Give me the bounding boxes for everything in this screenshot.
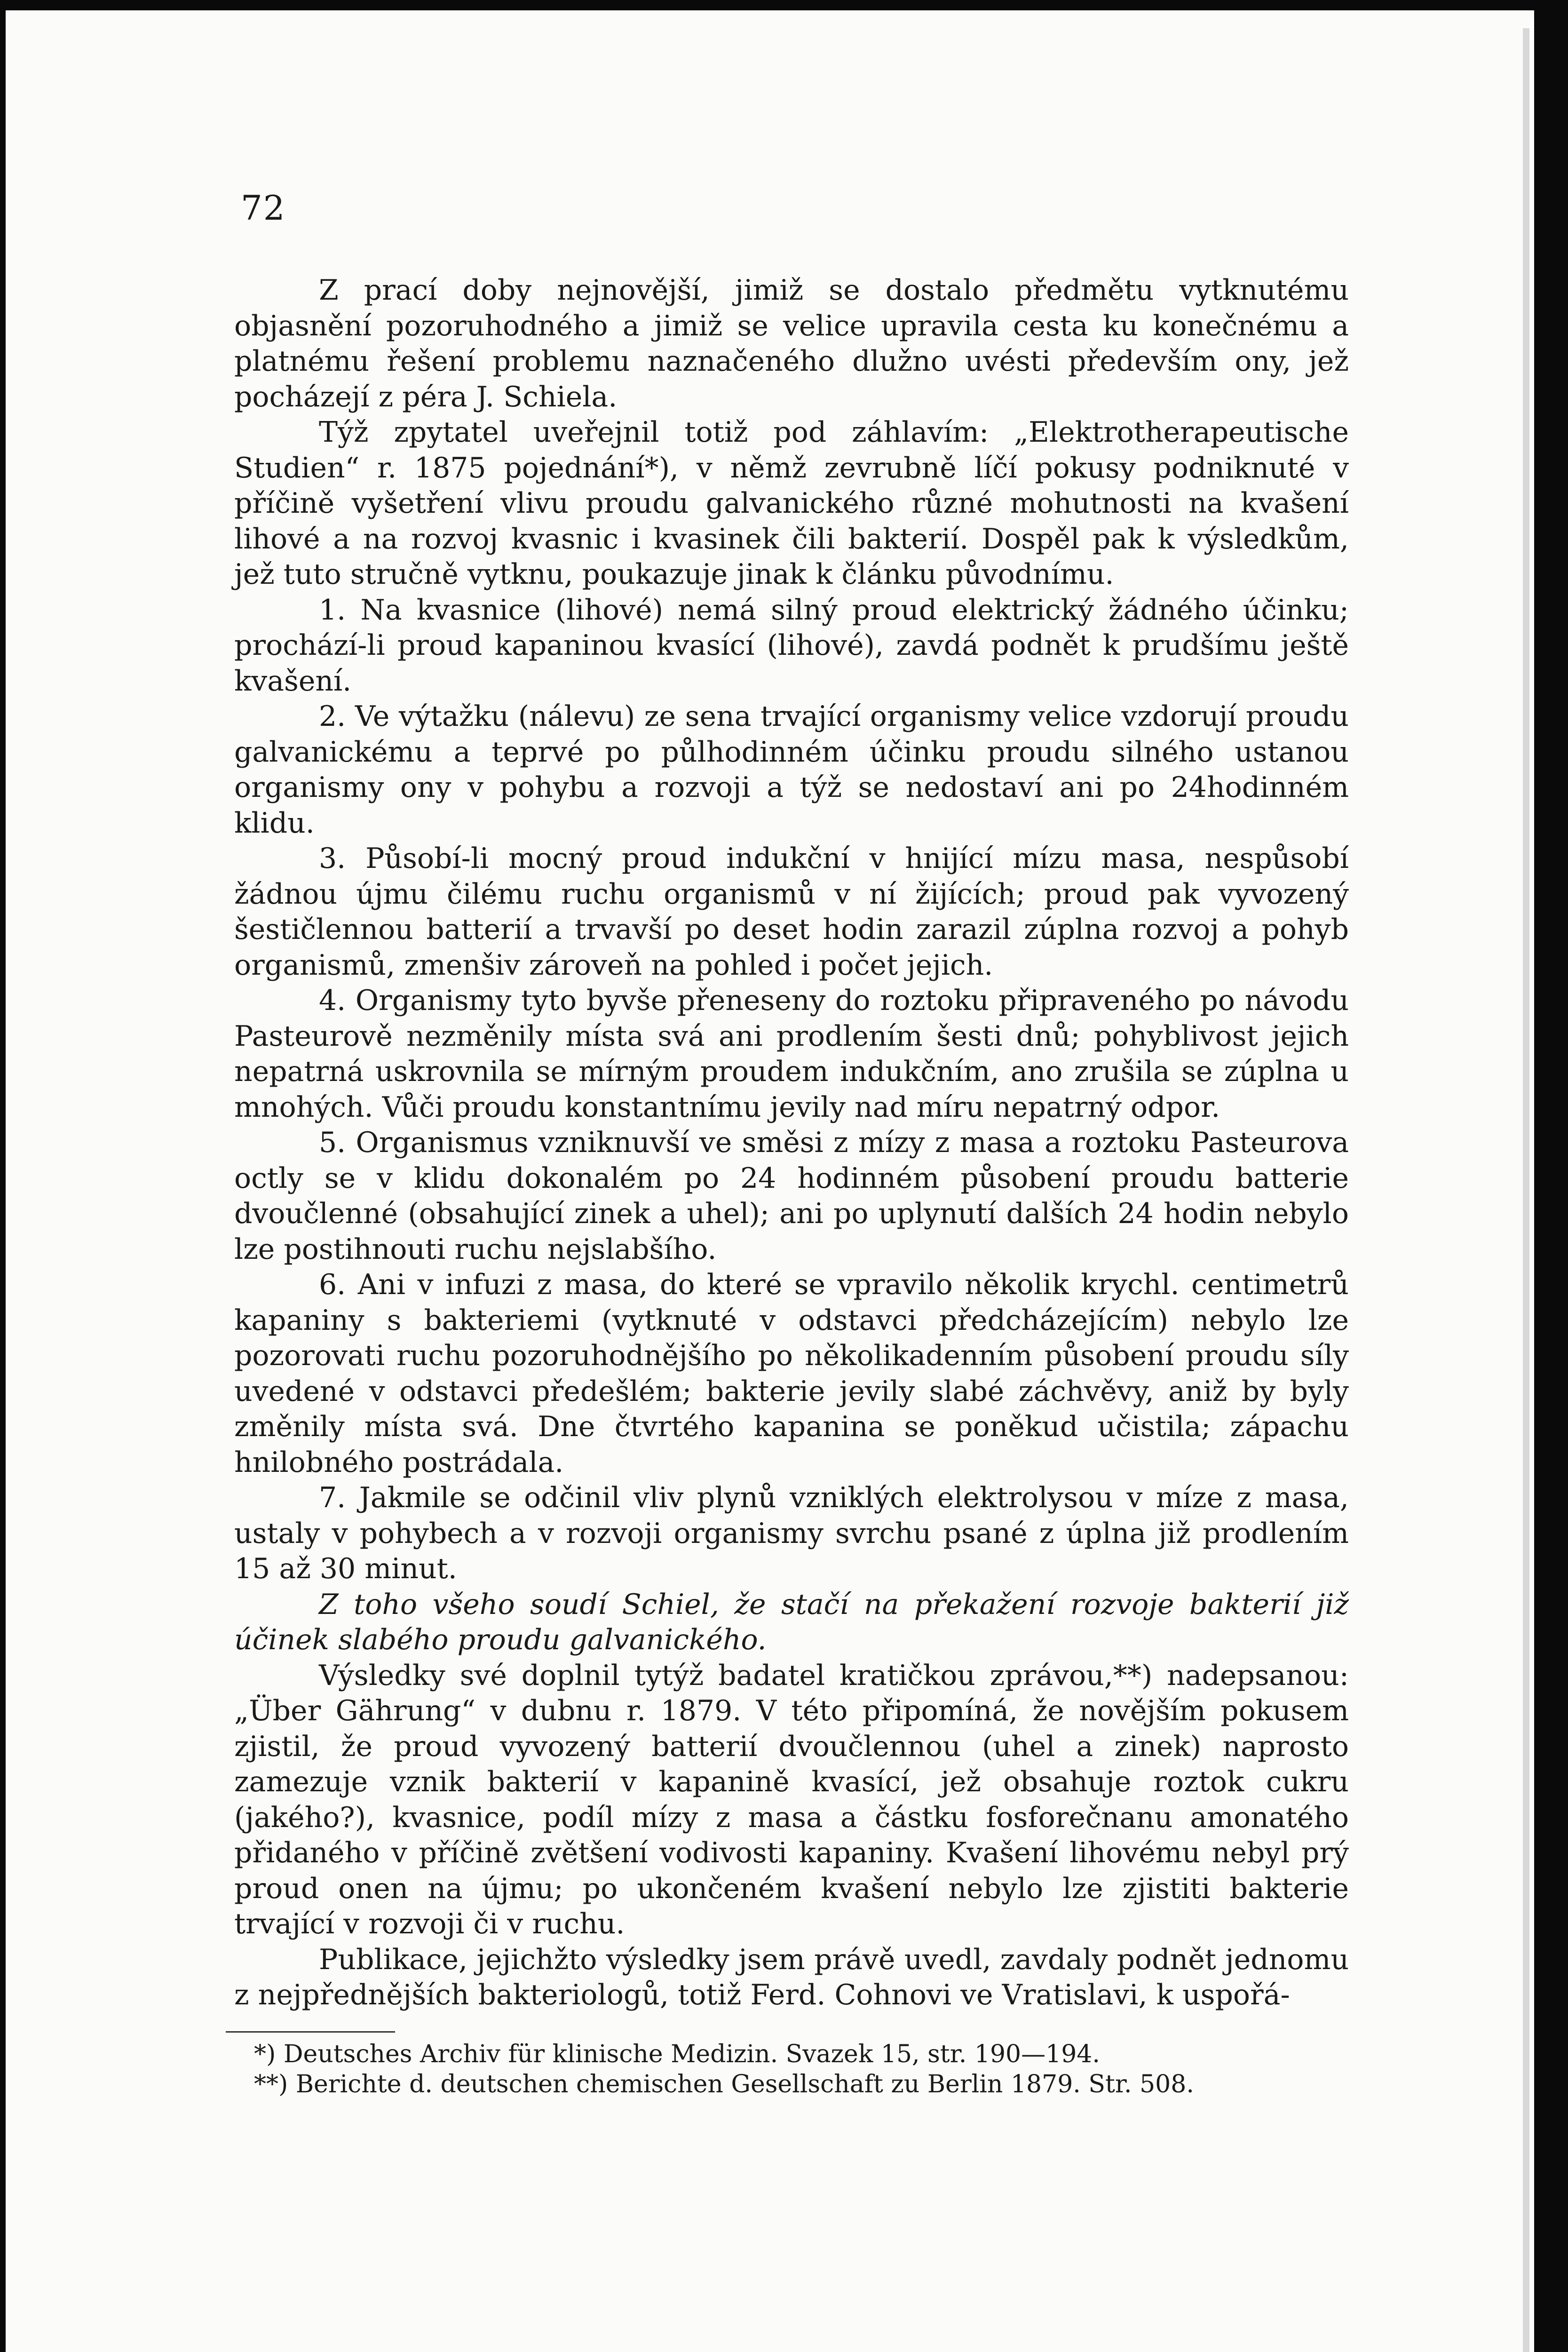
paragraph: 6. Ani v infuzi z masa, do které se vpravilo několik krychl. centimetrů kapaniny s bakteriemi (vytknuté v odstavci předcházejícím) nebylo lze pozorovati ruchu pozoruhodnějšího po několikadenním působení proudu síly uvedené v odstavci předešlém; bakterie jevily slabé záchvěvy, aniž by byly změnily místa svá. Dne čtvrtého kapanina se poněkud učistila; zápachu hnilobného postrádala.	[234, 1268, 1349, 1479]
paragraph: 4. Organismy tyto byvše přeneseny do roztoku připraveného po návodu Pasteurově nezměnily místa svá ani prodlením šesti dnů; pohyblivost jejich nepatrná uskrovnila se mírným proudem indukčním, ano zrušila se zúplna u mnohých. Vůči proudu konstantnímu jevily nad míru nepatrný odpor.	[234, 984, 1349, 1124]
paragraph: 3. Působí-li mocný proud indukční v hnijící mízu masa, nespůsobí žádnou újmu čilému ruchu organismů v ní žijících; proud pak vyvozený šestičlennou batterií a trvavší po deset hodin zarazil zúplna rozvoj a pohyb organismů, zmenšiv zároveň na pohled i počet jejich.	[234, 842, 1349, 982]
paragraph-italic: Z toho všeho soudí Schiel, že stačí na překažení rozvoje bakterií již účinek slabého proudu galvanického.	[234, 1588, 1349, 1656]
body-text	[234, 273, 1349, 2013]
paragraph: Výsledky své doplnil tytýž badatel kratičkou zprávou,**) nadepsanou: „Über Gährung“ v dubnu r. 1879. V této připomíná, že novějším pokusem zjistil, že proud vyvozený batterií dvoučlennou (uhel a zinek) naprosto zamezuje vznik bakterií v kapanině kvasící, jež obsahuje roztok cukru (jakého?), kvasnice, podíl mízy z masa a částku fosforečnanu amonatého přidaného v příčině zvětšení vodivosti kapaniny. Kvašení lihovému nebyl prý proud onen na újmu; po ukončeném kvašení nebylo lze zjistiti bakterie trvající v rozvoji či v ruchu.	[234, 1659, 1349, 1940]
paragraph: 5. Organismus vzniknuvší ve směsi z mízy z masa a roztoku Pasteurova octly se v klidu dokonalém po 24 hodinném působení proudu batterie dvoučlenné (obsahující zinek a uhel); ani po uplynutí dalších 24 hodin nebylo lze postihnouti ruchu nejslabšího.	[234, 1126, 1349, 1266]
scan-border-right	[1534, 0, 1568, 2352]
page-number: 72	[241, 188, 286, 228]
paragraph: 7. Jakmile se odčinil vliv plynů vzniklých elektrolysou v míze z masa, ustaly v pohybech a v rozvoji organismy svrchu psané z úplna již prodlením 15 až 30 minut.	[234, 1481, 1349, 1585]
footnotes	[254, 2039, 1336, 2099]
footnote: **) Berichte d. deutschen chemischen Gesellschaft zu Berlin 1879. Str. 508.	[254, 2070, 1194, 2098]
scan-border-top	[0, 0, 1568, 10]
scan-border-left	[0, 0, 6, 2352]
footnote-rule	[226, 2031, 395, 2033]
page-edge	[1529, 19, 1534, 2352]
paragraph: 1. Na kvasnice (lihové) nemá silný proud elektrický žádného účinku; prochází-li proud kapaninou kvasící (lihové), zavdá podnět k prudšímu ještě kvašení.	[234, 593, 1349, 698]
paragraph: Z prací doby nejnovější, jimiž se dostalo předmětu vytknutému objasnění pozoruhodného a jimiž se velice upravila cesta ku konečnému a platnému řešení problemu naznačeného dlužno uvésti především ony, jež pocházejí z péra J. Schiela.	[234, 274, 1349, 413]
paragraph: 2. Ve výtažku (nálevu) ze sena trvající organismy velice vzdorují proudu galvanickému a teprvé po půlhodinném účinku proudu silného ustanou organismy ony v pohybu a rozvoji a týž se nedostaví ani po 24hodinném klidu.	[234, 700, 1349, 840]
paragraph: Týž zpytatel uveřejnil totiž pod záhlavím: „Elektrotherapeutische Studien“ r. 1875 pojednání*), v němž zevrubně líčí pokusy podniknuté v příčině vyšetření vlivu proudu galvanického různé mohutnosti na kvašení lihové a na rozvoj kvasnic i kvasinek čili bakterií. Dospěl pak k výsledkům, jež tuto stručně vytknu, poukazuje jinak k článku původnímu.	[234, 416, 1349, 591]
footnote: *) Deutsches Archiv für klinische Medizin. Svazek 15, str. 190—194.	[254, 2040, 1100, 2068]
paragraph: Publikace, jejichžto výsledky jsem právě uvedl, zavdaly podnět jednomu z nejpřednějších bakteriologů, totiž Ferd. Cohnovi ve Vratislavi, k uspořá-	[234, 1943, 1349, 2011]
